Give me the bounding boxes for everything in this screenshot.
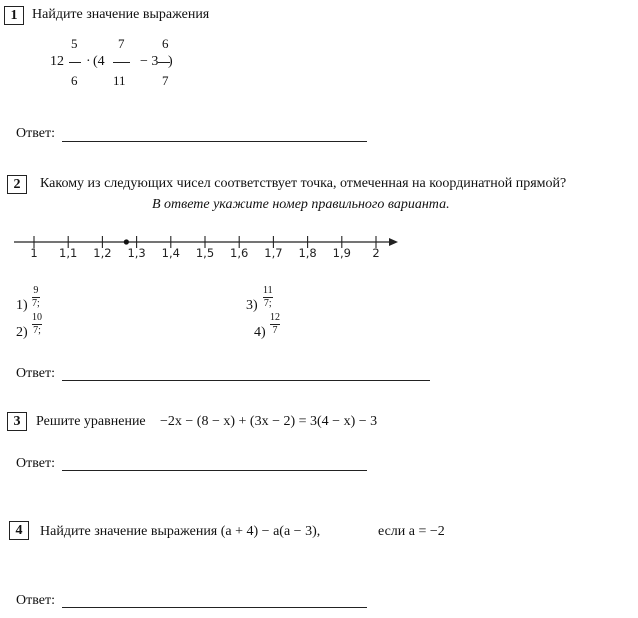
option-2-label: 2): [16, 325, 28, 340]
task-3-answer-field[interactable]: [62, 470, 367, 471]
task-3-equation: −2x − (8 − x) + (3x − 2) = 3(4 − x) − 3: [160, 414, 378, 429]
number-line-point: [124, 239, 129, 244]
task-2-text: Какому из следующих чисел соответствует точка, отмеченная на координатной прямой?: [40, 176, 567, 191]
option-denominator: 7: [272, 325, 278, 336]
option-numerator: 12: [270, 312, 280, 323]
number-line-tick-label: 2: [372, 246, 380, 260]
number-line-tick-label: 1,1: [59, 246, 78, 260]
task-1-text: Найдите значение выражения: [32, 7, 210, 22]
number-line-tick-label: 1,6: [230, 246, 249, 260]
number-line-tick-label: 1,8: [298, 246, 317, 260]
option-denominator: 7;: [33, 325, 41, 336]
option-denominator: 7;: [32, 298, 40, 309]
number-line-tick-label: 1,7: [264, 246, 283, 260]
task-2-answer-label: Ответ:: [16, 366, 55, 381]
task-2-number: 2: [7, 175, 27, 194]
number-line-tick-label: 1,3: [127, 246, 146, 260]
frac1-bar: [69, 62, 81, 63]
task-1-answer-label: Ответ:: [16, 126, 55, 141]
frac2-bar: [113, 62, 130, 63]
option-numerator: 9: [33, 285, 39, 296]
frac1-denominator: 6: [71, 73, 78, 88]
whole-part: 12: [50, 54, 64, 69]
option-numerator: 10: [32, 312, 42, 323]
task-3-text: Решите уравнение: [36, 414, 146, 429]
option-3-label: 3): [246, 298, 258, 313]
option-3-fraction[interactable]: [263, 286, 273, 309]
task-4-answer-label: Ответ:: [16, 593, 55, 608]
option-2-fraction[interactable]: [32, 313, 42, 336]
close-paren: ): [168, 54, 173, 69]
task-1-number: 1: [4, 6, 24, 25]
number-line-tick-label: 1,4: [161, 246, 180, 260]
option-denominator: 7;: [263, 298, 272, 309]
option-4-fraction[interactable]: [270, 313, 280, 336]
number-line-tick-label: 1,5: [195, 246, 215, 260]
task-4-answer-field[interactable]: [62, 607, 367, 608]
option-1-label: 1): [16, 298, 28, 313]
task-2-hint: В ответе укажите номер правильного варианта.: [152, 197, 450, 212]
number-line: [0, 228, 420, 264]
frac2-denominator: 11: [113, 73, 126, 88]
number-line-arrow-icon: [389, 238, 398, 246]
frac2-numerator: 7: [118, 36, 125, 51]
task-4-number: 4: [9, 521, 29, 540]
task-4-condition: если a = −2: [378, 524, 445, 539]
task-3-answer-label: Ответ:: [16, 456, 55, 471]
task-1-answer-field[interactable]: [62, 141, 367, 142]
task-4-text: Найдите значение выражения (a + 4) − a(a − 3),: [40, 524, 321, 539]
task-3-number: 3: [7, 412, 27, 431]
option-4-label: 4): [254, 325, 266, 340]
frac3-numerator: 6: [162, 36, 169, 51]
option-numerator: 11: [263, 285, 273, 296]
number-line-tick-label: 1,2: [93, 246, 112, 260]
frac3-denominator: 7: [162, 73, 169, 88]
option-1-fraction[interactable]: [32, 286, 40, 309]
task-2-answer-field[interactable]: [62, 380, 430, 381]
number-line-tick-label: 1,9: [332, 246, 351, 260]
frac1-numerator: 5: [71, 36, 78, 51]
number-line-tick-label: 1: [30, 246, 38, 260]
minus-three: − 3: [140, 54, 159, 69]
dot-operator: ·: [86, 54, 91, 69]
open-paren-four: (4: [93, 54, 105, 69]
